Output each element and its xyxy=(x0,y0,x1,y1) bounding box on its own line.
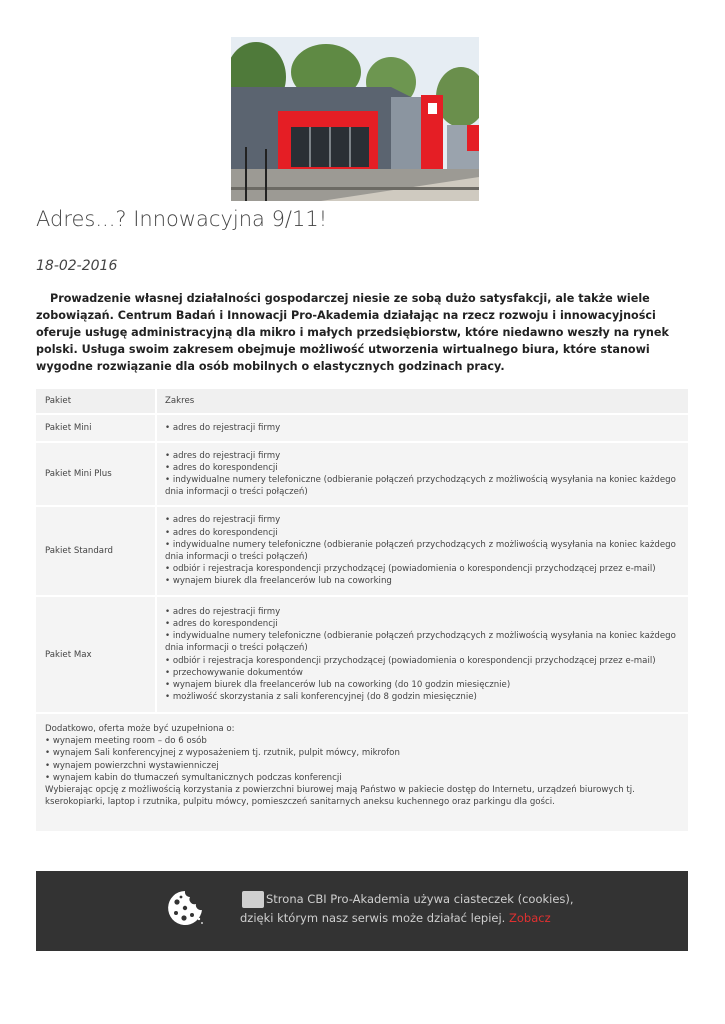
list-item: • adres do rejestracji firmy xyxy=(165,450,688,462)
list-item: • wynajem biurek dla freelancerów lub na coworking xyxy=(165,575,688,587)
list-item: • wynajem powierzchni wystawienniczej xyxy=(45,760,679,772)
package-scope xyxy=(157,415,688,441)
extra-intro: Dodatkowo, oferta może być uzupełniona o: xyxy=(45,724,235,734)
list-item: • wynajem kabin do tłumaczeń symultanicznych podczas konferencji xyxy=(45,772,679,784)
list-item: • możliwość skorzystania z sali konferencyjnej (do 8 godzin miesięcznie) xyxy=(165,691,688,703)
cookie-text-line1: Strona CBI Pro-Akademia używa ciasteczek (cookies), xyxy=(266,892,574,906)
cookie-text: dzięki którym nasz serwis może działać lepiej. xyxy=(240,911,506,925)
list-item: • adres do korespondencji xyxy=(165,527,688,539)
table-row xyxy=(36,597,688,714)
package-name: Pakiet Standard xyxy=(36,507,157,595)
article-title: Adres...? Innowacyjna 9/11! xyxy=(36,207,328,231)
package-scope xyxy=(157,507,688,595)
article-date: 18-02-2016 xyxy=(36,258,118,274)
list-item: • indywidualne numery telefoniczne (odbieranie połączeń przychodzących z możliwością wysyłania na koniec każdego dnia informacji o treści połączeń) xyxy=(165,474,688,498)
package-scope xyxy=(157,597,688,712)
list-item: • odbiór i rejestracja korespondencji przychodzącej (powiadomienia o korespondencji przychodzącej przez e-mail) xyxy=(165,563,688,575)
article-lead: Prowadzenie własnej działalności gospodarczej niesie ze sobą dużo satysfakcji, ale także wiele zobowiązań. Centrum Badań i Innowacji Pro-Akademia działając na rzecz rozwoju i innowacyjności oferuje usługę administracyjną dla mikro i małych przedsiębiorstw, które niedawno weszły na rynek polski. Usługa swoim zakresem obejmuje możliwość utworzenia wirtualnego biura, które stanowi wygodne rozwiązanie dla osób mobilnych o elastycznych godzinach pracy. xyxy=(36,292,669,373)
cookie-text-line2 xyxy=(240,911,551,925)
pricing-table xyxy=(36,389,688,831)
list-item: • adres do korespondencji xyxy=(165,462,688,474)
package-name: Pakiet Mini xyxy=(36,415,157,441)
header-zakres: Zakres xyxy=(165,395,195,406)
list-item: • adres do korespondencji xyxy=(165,618,688,630)
extra-options xyxy=(36,714,688,831)
extra-outro: Wybierając opcję z możliwością korzystania z powierzchni biurowej mają Państwo w pakiecie dostęp do Internetu, urządzeń biurowych tj. kserokopiarki, laptop i rzutnika, pulpitu mówcy, pomieszczeń sanitarnych aneksu kuchennego oraz parkingu dla gości. xyxy=(45,785,635,808)
list-item: • adres do rejestracji firmy xyxy=(165,422,688,434)
package-name: Pakiet Max xyxy=(36,597,157,712)
cookie-icon xyxy=(166,889,204,927)
list-item: • odbiór i rejestracja korespondencji przychodzącej (powiadomienia o korespondencji przychodzącej przez e-mail) xyxy=(165,655,688,667)
package-name: Pakiet Mini Plus xyxy=(36,443,157,505)
list-item: • wynajem Sali konferencyjnej z wyposażeniem tj. rzutnik, pulpit mówcy, mikrofon xyxy=(45,747,679,759)
package-scope xyxy=(157,443,688,505)
cookie-accept-checkbox[interactable] xyxy=(242,891,264,908)
cookie-more-link[interactable]: Zobacz xyxy=(509,911,551,925)
list-item: • adres do rejestracji firmy xyxy=(165,514,688,526)
list-item: • wynajem biurek dla freelancerów lub na coworking (do 10 godzin miesięcznie) xyxy=(165,679,688,691)
list-item: • przechowywanie dokumentów xyxy=(165,667,688,679)
cookie-banner xyxy=(36,871,688,951)
header-pakiet: Pakiet xyxy=(36,389,157,413)
list-item: • indywidualne numery telefoniczne (odbieranie połączeń przychodzących z możliwością wysyłania na koniec każdego dnia informacji o treści połączeń) xyxy=(165,539,688,563)
list-item: • indywidualne numery telefoniczne (odbieranie połączeń przychodzących z możliwością wysyłania na koniec każdego dnia informacji o treści połączeń) xyxy=(165,630,688,654)
list-item: • adres do rejestracji firmy xyxy=(165,606,688,618)
table-row xyxy=(36,443,688,507)
article-image xyxy=(231,37,479,201)
table-row xyxy=(36,507,688,597)
table-header xyxy=(36,389,688,415)
list-item: • wynajem meeting room – do 6 osób xyxy=(45,735,679,747)
table-row xyxy=(36,415,688,443)
